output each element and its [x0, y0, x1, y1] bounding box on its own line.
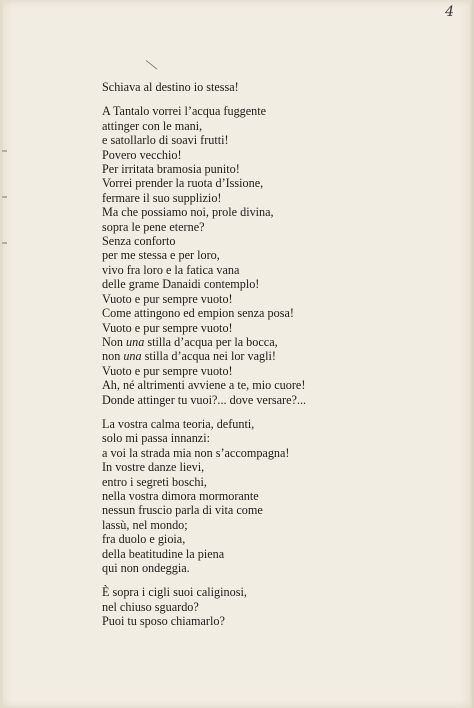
- poem-line: Schiava al destino io stessa!: [102, 80, 239, 94]
- poem-line: Ma che possiamo noi, prole divina,: [102, 205, 274, 220]
- poem-line: È sopra i cigli suoi caliginosi,: [102, 585, 247, 600]
- binding-mark: [2, 196, 7, 198]
- poem-line: Senza conforto: [102, 234, 176, 249]
- poem-line: La vostra calma teoria, defunti,: [102, 416, 255, 431]
- poem-line: solo mi passa innanzi:: [102, 431, 210, 446]
- poem-line: In vostre danze lievi,: [102, 460, 205, 475]
- poem-line: Povero vecchio!: [102, 147, 182, 162]
- binding-mark: [2, 150, 7, 152]
- poem-line: della beatitudine la piena: [102, 546, 225, 561]
- pencil-mark: [146, 60, 158, 69]
- poem-line: vivo fra loro e la fatica vana: [102, 262, 240, 277]
- poem-line: nel chiuso sguardo?: [102, 599, 199, 614]
- poem-line: Per irritata bramosia punito!: [102, 162, 240, 177]
- poem-line: entro i segreti boschi,: [102, 474, 207, 489]
- poem-line: non una stilla d’acqua nei lor vagli!: [102, 349, 276, 364]
- poem-line: Vuoto e pur sempre vuoto!: [102, 320, 233, 335]
- poem-line: Vuoto e pur sempre vuoto!: [102, 363, 233, 378]
- stanza: [102, 585, 442, 628]
- poem-line: fra duolo e gioia,: [102, 532, 186, 547]
- poem-text: [102, 80, 442, 639]
- poem-line: nella vostra dimora mormorante: [102, 488, 259, 503]
- poem-line: Ah, né altrimenti avviene a te, mio cuore!: [102, 378, 306, 393]
- poem-line: delle grame Danaidi contemplo!: [102, 277, 260, 292]
- stanza: [102, 104, 442, 407]
- poem-line: Vuoto e pur sempre vuoto!: [102, 291, 233, 306]
- poem-line: Come attingono ed empion senza posa!: [102, 306, 294, 321]
- poem-line: lassù, nel mondo;: [102, 517, 188, 532]
- poem-line: nessun fruscio parla di vita come: [102, 503, 263, 518]
- stanza: [102, 417, 442, 575]
- poem-line: sopra le pene eterne?: [102, 219, 205, 234]
- poem-line: Vorrei prender la ruota d’Issione,: [102, 176, 264, 191]
- poem-line: A Tantalo vorrei l’acqua fuggente: [102, 104, 267, 119]
- poem-line: Non una stilla d’acqua per la bocca,: [102, 334, 278, 349]
- stanza: [102, 80, 442, 94]
- poem-line: Puoi tu sposo chiamarlo?: [102, 614, 225, 629]
- poem-line: per me stessa e per loro,: [102, 248, 220, 263]
- page-number: 4: [445, 4, 454, 20]
- poem-line: attinger con le mani,: [102, 118, 203, 133]
- poem-line: qui non ondeggia.: [102, 561, 190, 575]
- poem-line: e satollarlo di soavi frutti!: [102, 133, 229, 148]
- binding-mark: [2, 242, 7, 244]
- poem-line: a voi la strada mia non s’accompagna!: [102, 445, 290, 460]
- page-right-edge: [470, 0, 474, 708]
- poem-line: Donde attinger tu vuoi?... dove versare?...: [102, 392, 307, 407]
- page-left-edge: [0, 0, 3, 708]
- poem-line: fermare il suo supplizio!: [102, 190, 222, 205]
